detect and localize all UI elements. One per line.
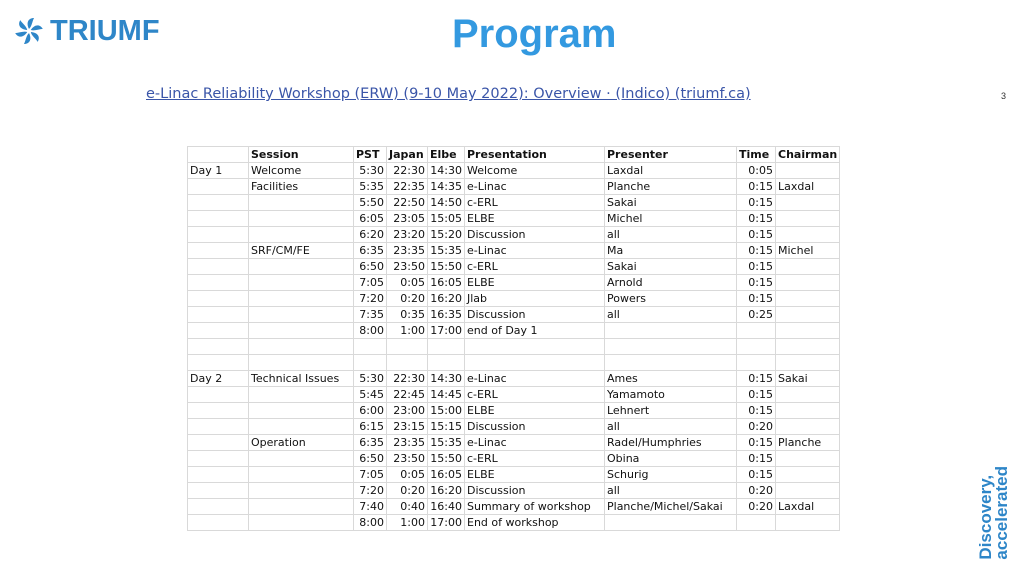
indico-link[interactable]: e-Linac Reliability Workshop (ERW) (9-10 May 2022): Overview · (Indico) (triumf.ca) bbox=[146, 86, 751, 102]
cell-time: 0:15 bbox=[737, 179, 776, 195]
cell-pst bbox=[354, 355, 387, 371]
cell-time: 0:05 bbox=[737, 163, 776, 179]
cell-pst: 5:45 bbox=[354, 387, 387, 403]
cell-presentation: Discussion bbox=[465, 419, 605, 435]
cell-japan bbox=[387, 355, 428, 371]
cell-pst: 6:20 bbox=[354, 227, 387, 243]
cell-presenter: Yamamoto bbox=[605, 387, 737, 403]
cell-session bbox=[249, 339, 354, 355]
cell-chairman bbox=[776, 387, 840, 403]
cell-session bbox=[249, 483, 354, 499]
cell-pst: 5:50 bbox=[354, 195, 387, 211]
cell-pst: 6:00 bbox=[354, 403, 387, 419]
cell-elbe: 15:50 bbox=[428, 451, 465, 467]
cell-presenter bbox=[605, 323, 737, 339]
cell-chairman: Michel bbox=[776, 243, 840, 259]
cell-time bbox=[737, 323, 776, 339]
cell-presentation: ELBE bbox=[465, 211, 605, 227]
cell-pst: 7:35 bbox=[354, 307, 387, 323]
header-session: Session bbox=[249, 147, 354, 163]
cell-session bbox=[249, 195, 354, 211]
cell-elbe: 14:45 bbox=[428, 387, 465, 403]
cell-pst: 5:30 bbox=[354, 371, 387, 387]
cell-presenter: all bbox=[605, 307, 737, 323]
cell-japan: 23:05 bbox=[387, 211, 428, 227]
cell-day bbox=[188, 211, 249, 227]
cell-elbe: 15:15 bbox=[428, 419, 465, 435]
cell-session bbox=[249, 515, 354, 531]
table-row bbox=[188, 323, 840, 339]
cell-pst: 7:20 bbox=[354, 291, 387, 307]
cell-elbe: 15:35 bbox=[428, 435, 465, 451]
cell-presentation: e-Linac bbox=[465, 179, 605, 195]
cell-elbe: 14:35 bbox=[428, 179, 465, 195]
cell-pst: 6:05 bbox=[354, 211, 387, 227]
table-row bbox=[188, 499, 840, 515]
table-row bbox=[188, 355, 840, 371]
cell-time: 0:15 bbox=[737, 195, 776, 211]
cell-time: 0:15 bbox=[737, 435, 776, 451]
cell-presentation: end of Day 1 bbox=[465, 323, 605, 339]
table-row bbox=[188, 243, 840, 259]
cell-time: 0:15 bbox=[737, 227, 776, 243]
cell-chairman bbox=[776, 291, 840, 307]
cell-time: 0:20 bbox=[737, 483, 776, 499]
cell-presenter: all bbox=[605, 227, 737, 243]
cell-presenter bbox=[605, 515, 737, 531]
page-title: Program bbox=[452, 12, 617, 56]
cell-elbe: 15:00 bbox=[428, 403, 465, 419]
cell-japan: 1:00 bbox=[387, 515, 428, 531]
cell-pst: 6:50 bbox=[354, 259, 387, 275]
cell-pst: 7:20 bbox=[354, 483, 387, 499]
cell-day bbox=[188, 243, 249, 259]
cell-day bbox=[188, 387, 249, 403]
cell-chairman bbox=[776, 211, 840, 227]
cell-elbe: 17:00 bbox=[428, 515, 465, 531]
cell-time: 0:15 bbox=[737, 275, 776, 291]
cell-day bbox=[188, 259, 249, 275]
cell-presenter: Radel/Humphries bbox=[605, 435, 737, 451]
cell-time: 0:25 bbox=[737, 307, 776, 323]
cell-pst: 7:05 bbox=[354, 467, 387, 483]
cell-pst: 7:40 bbox=[354, 499, 387, 515]
cell-chairman: Laxdal bbox=[776, 499, 840, 515]
cell-elbe: 17:00 bbox=[428, 323, 465, 339]
cell-chairman bbox=[776, 195, 840, 211]
cell-pst bbox=[354, 339, 387, 355]
cell-presentation: ELBE bbox=[465, 275, 605, 291]
table-row bbox=[188, 211, 840, 227]
cell-session bbox=[249, 387, 354, 403]
cell-presenter: Sakai bbox=[605, 195, 737, 211]
cell-presenter: Planche bbox=[605, 179, 737, 195]
program-table bbox=[187, 146, 840, 531]
cell-chairman bbox=[776, 467, 840, 483]
cell-day bbox=[188, 227, 249, 243]
cell-presentation: Summary of workshop bbox=[465, 499, 605, 515]
cell-day bbox=[188, 307, 249, 323]
cell-presentation: Discussion bbox=[465, 483, 605, 499]
cell-elbe bbox=[428, 355, 465, 371]
cell-presentation: ELBE bbox=[465, 467, 605, 483]
table-row bbox=[188, 275, 840, 291]
cell-session bbox=[249, 451, 354, 467]
cell-chairman bbox=[776, 419, 840, 435]
cell-elbe: 16:20 bbox=[428, 291, 465, 307]
cell-time bbox=[737, 339, 776, 355]
cell-day bbox=[188, 467, 249, 483]
table-row bbox=[188, 403, 840, 419]
cell-elbe: 15:35 bbox=[428, 243, 465, 259]
cell-time: 0:15 bbox=[737, 387, 776, 403]
cell-session: Welcome bbox=[249, 163, 354, 179]
cell-japan: 22:45 bbox=[387, 387, 428, 403]
cell-pst: 6:50 bbox=[354, 451, 387, 467]
cell-presentation: c-ERL bbox=[465, 387, 605, 403]
cell-time bbox=[737, 515, 776, 531]
cell-elbe: 14:30 bbox=[428, 163, 465, 179]
logo-wordmark: TRIUMF bbox=[50, 15, 160, 47]
cell-chairman: Planche bbox=[776, 435, 840, 451]
cell-presentation bbox=[465, 355, 605, 371]
cell-chairman bbox=[776, 451, 840, 467]
cell-japan: 0:05 bbox=[387, 467, 428, 483]
cell-presentation bbox=[465, 339, 605, 355]
cell-pst: 8:00 bbox=[354, 323, 387, 339]
cell-elbe: 16:05 bbox=[428, 275, 465, 291]
header-chairman: Chairman bbox=[776, 147, 840, 163]
cell-session bbox=[249, 323, 354, 339]
table-row bbox=[188, 419, 840, 435]
cell-presenter: Schurig bbox=[605, 467, 737, 483]
cell-pst: 7:05 bbox=[354, 275, 387, 291]
page-number: 3 bbox=[1001, 91, 1007, 101]
cell-chairman bbox=[776, 227, 840, 243]
cell-elbe: 15:50 bbox=[428, 259, 465, 275]
tagline bbox=[978, 466, 1010, 560]
cell-presenter: Ma bbox=[605, 243, 737, 259]
table-row bbox=[188, 291, 840, 307]
cell-day bbox=[188, 339, 249, 355]
cell-session bbox=[249, 499, 354, 515]
cell-elbe: 16:05 bbox=[428, 467, 465, 483]
table-header-row bbox=[188, 147, 840, 163]
cell-pst: 5:35 bbox=[354, 179, 387, 195]
triumf-logo bbox=[14, 15, 160, 47]
cell-japan bbox=[387, 339, 428, 355]
table-row bbox=[188, 227, 840, 243]
cell-day bbox=[188, 403, 249, 419]
cell-presenter: Michel bbox=[605, 211, 737, 227]
cell-japan: 0:20 bbox=[387, 483, 428, 499]
table-row bbox=[188, 195, 840, 211]
table-row bbox=[188, 371, 840, 387]
cell-presentation: Discussion bbox=[465, 227, 605, 243]
cell-japan: 22:30 bbox=[387, 163, 428, 179]
cell-japan: 22:30 bbox=[387, 371, 428, 387]
cell-chairman bbox=[776, 403, 840, 419]
cell-pst: 6:35 bbox=[354, 435, 387, 451]
cell-chairman: Laxdal bbox=[776, 179, 840, 195]
cell-elbe: 16:35 bbox=[428, 307, 465, 323]
table-row bbox=[188, 467, 840, 483]
tagline-line-1: Discovery, bbox=[976, 475, 995, 560]
cell-day bbox=[188, 515, 249, 531]
table-row bbox=[188, 435, 840, 451]
cell-japan: 23:00 bbox=[387, 403, 428, 419]
cell-session: Facilities bbox=[249, 179, 354, 195]
cell-presenter: Lehnert bbox=[605, 403, 737, 419]
cell-japan: 23:50 bbox=[387, 259, 428, 275]
cell-time: 0:15 bbox=[737, 451, 776, 467]
cell-time: 0:15 bbox=[737, 211, 776, 227]
cell-presentation: e-Linac bbox=[465, 435, 605, 451]
cell-day bbox=[188, 419, 249, 435]
table-row bbox=[188, 451, 840, 467]
cell-presenter: Ames bbox=[605, 371, 737, 387]
cell-presentation: End of workshop bbox=[465, 515, 605, 531]
cell-chairman bbox=[776, 515, 840, 531]
table-row bbox=[188, 387, 840, 403]
table-row bbox=[188, 307, 840, 323]
cell-presenter: Planche/Michel/Sakai bbox=[605, 499, 737, 515]
cell-japan: 0:40 bbox=[387, 499, 428, 515]
cell-elbe: 15:20 bbox=[428, 227, 465, 243]
cell-session bbox=[249, 227, 354, 243]
cell-chairman: Sakai bbox=[776, 371, 840, 387]
cell-japan: 22:50 bbox=[387, 195, 428, 211]
cell-session bbox=[249, 355, 354, 371]
cell-presentation: Discussion bbox=[465, 307, 605, 323]
cell-day bbox=[188, 323, 249, 339]
header-japan: Japan bbox=[387, 147, 428, 163]
cell-time bbox=[737, 355, 776, 371]
cell-presenter: Sakai bbox=[605, 259, 737, 275]
cell-chairman bbox=[776, 275, 840, 291]
cell-day bbox=[188, 275, 249, 291]
cell-presentation: c-ERL bbox=[465, 451, 605, 467]
cell-session bbox=[249, 307, 354, 323]
cell-presentation: Welcome bbox=[465, 163, 605, 179]
cell-chairman bbox=[776, 259, 840, 275]
header-pst: PST bbox=[354, 147, 387, 163]
table-row bbox=[188, 515, 840, 531]
cell-japan: 0:20 bbox=[387, 291, 428, 307]
cell-time: 0:15 bbox=[737, 291, 776, 307]
cell-day: Day 1 bbox=[188, 163, 249, 179]
cell-elbe: 14:30 bbox=[428, 371, 465, 387]
cell-day bbox=[188, 483, 249, 499]
cell-session bbox=[249, 291, 354, 307]
cell-elbe bbox=[428, 339, 465, 355]
cell-presenter: Laxdal bbox=[605, 163, 737, 179]
cell-chairman bbox=[776, 355, 840, 371]
cell-day bbox=[188, 451, 249, 467]
tagline-line-2: accelerated bbox=[992, 466, 1011, 560]
cell-session bbox=[249, 467, 354, 483]
cell-presenter bbox=[605, 355, 737, 371]
cell-chairman bbox=[776, 483, 840, 499]
cell-chairman bbox=[776, 307, 840, 323]
triumf-pinwheel-icon bbox=[14, 16, 44, 46]
cell-pst: 5:30 bbox=[354, 163, 387, 179]
cell-day bbox=[188, 499, 249, 515]
cell-session bbox=[249, 275, 354, 291]
cell-presentation: c-ERL bbox=[465, 259, 605, 275]
cell-elbe: 15:05 bbox=[428, 211, 465, 227]
header-time: Time bbox=[737, 147, 776, 163]
cell-session bbox=[249, 419, 354, 435]
cell-time: 0:20 bbox=[737, 499, 776, 515]
table-row bbox=[188, 259, 840, 275]
cell-chairman bbox=[776, 323, 840, 339]
cell-presenter: Arnold bbox=[605, 275, 737, 291]
cell-day bbox=[188, 179, 249, 195]
cell-elbe: 14:50 bbox=[428, 195, 465, 211]
cell-presenter: all bbox=[605, 419, 737, 435]
cell-session: SRF/CM/FE bbox=[249, 243, 354, 259]
cell-japan: 23:15 bbox=[387, 419, 428, 435]
cell-time: 0:15 bbox=[737, 243, 776, 259]
cell-elbe: 16:20 bbox=[428, 483, 465, 499]
cell-presentation: Jlab bbox=[465, 291, 605, 307]
cell-japan: 23:50 bbox=[387, 451, 428, 467]
cell-japan: 23:20 bbox=[387, 227, 428, 243]
cell-time: 0:15 bbox=[737, 259, 776, 275]
cell-presentation: c-ERL bbox=[465, 195, 605, 211]
cell-session bbox=[249, 259, 354, 275]
header-presentation: Presentation bbox=[465, 147, 605, 163]
cell-presenter bbox=[605, 339, 737, 355]
cell-time: 0:15 bbox=[737, 467, 776, 483]
cell-chairman bbox=[776, 339, 840, 355]
cell-pst: 8:00 bbox=[354, 515, 387, 531]
table-row bbox=[188, 179, 840, 195]
cell-session: Operation bbox=[249, 435, 354, 451]
cell-pst: 6:15 bbox=[354, 419, 387, 435]
cell-time: 0:20 bbox=[737, 419, 776, 435]
cell-presenter: Powers bbox=[605, 291, 737, 307]
cell-japan: 22:35 bbox=[387, 179, 428, 195]
table-row bbox=[188, 339, 840, 355]
table-row bbox=[188, 163, 840, 179]
cell-presentation: e-Linac bbox=[465, 371, 605, 387]
cell-presenter: all bbox=[605, 483, 737, 499]
header-day bbox=[188, 147, 249, 163]
cell-japan: 0:35 bbox=[387, 307, 428, 323]
cell-presentation: ELBE bbox=[465, 403, 605, 419]
cell-chairman bbox=[776, 163, 840, 179]
cell-day bbox=[188, 435, 249, 451]
cell-japan: 23:35 bbox=[387, 243, 428, 259]
cell-day bbox=[188, 355, 249, 371]
cell-day: Day 2 bbox=[188, 371, 249, 387]
cell-day bbox=[188, 291, 249, 307]
cell-japan: 1:00 bbox=[387, 323, 428, 339]
cell-japan: 0:05 bbox=[387, 275, 428, 291]
header-presenter: Presenter bbox=[605, 147, 737, 163]
cell-session bbox=[249, 403, 354, 419]
cell-presentation: e-Linac bbox=[465, 243, 605, 259]
cell-time: 0:15 bbox=[737, 403, 776, 419]
cell-session: Technical Issues bbox=[249, 371, 354, 387]
cell-elbe: 16:40 bbox=[428, 499, 465, 515]
header-elbe: Elbe bbox=[428, 147, 465, 163]
cell-time: 0:15 bbox=[737, 371, 776, 387]
cell-presenter: Obina bbox=[605, 451, 737, 467]
table-row bbox=[188, 483, 840, 499]
cell-session bbox=[249, 211, 354, 227]
cell-day bbox=[188, 195, 249, 211]
cell-pst: 6:35 bbox=[354, 243, 387, 259]
cell-japan: 23:35 bbox=[387, 435, 428, 451]
